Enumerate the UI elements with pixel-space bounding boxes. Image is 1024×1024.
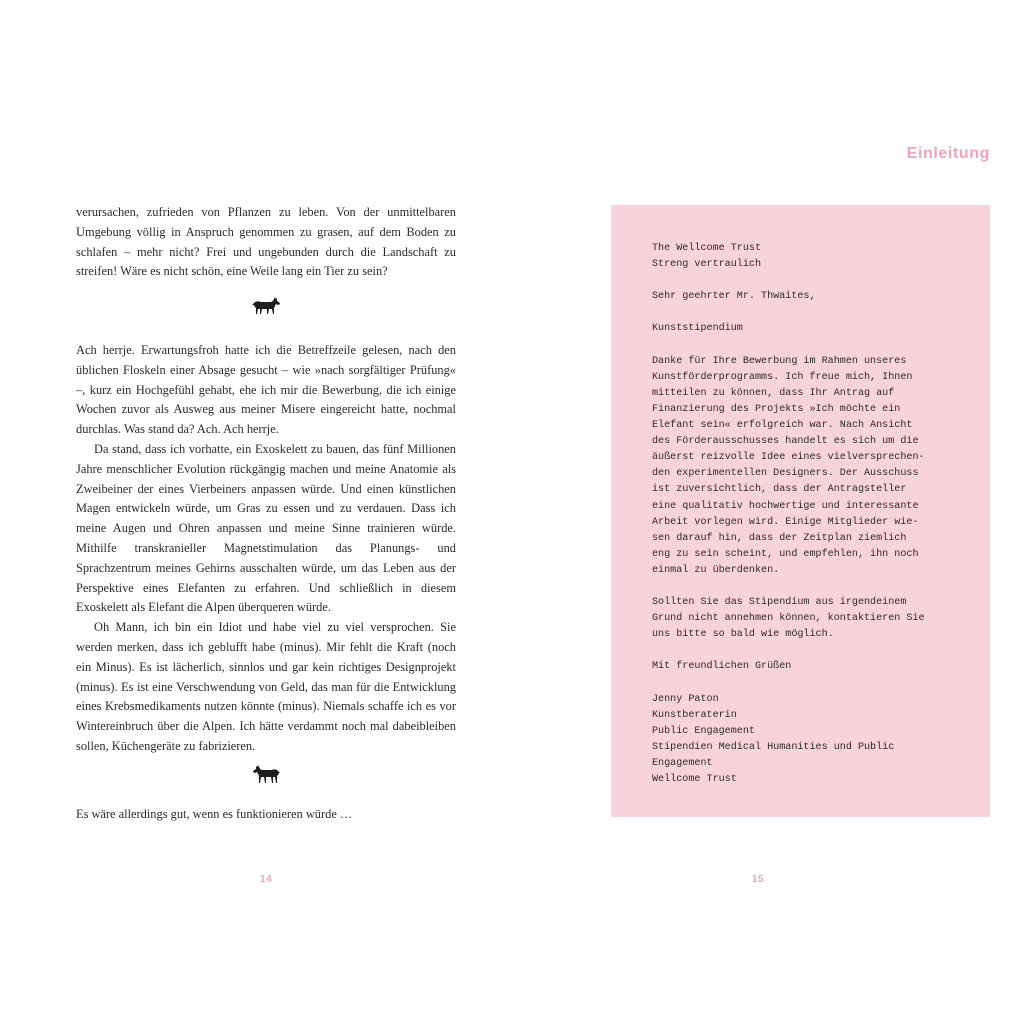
page-number-right: 15 [751,874,765,885]
paragraph-2: Ach herrje. Erwartungsfroh hatte ich die Betreffzeile gelesen, nach den üblichen Floskeln einer Absage gesucht – wie »nach sorgfältiger Prüfung« –, kurz ein Hochgefühl gehabt, ehe ich mir die Bewerbung, die ich einige Wochen zuvor als Ausweg aus meiner Misere eingereicht hatte, nochmal durchlas. Was stand da? Ach. Ach herrje. [76,343,456,437]
paragraph-1: verursachen, zufrieden von Pflanzen zu leben. Von der unmittelbaren Umgebung völlig in Anspruch genommen zu grasen, auf dem Boden zu schlafen – mehr nicht? Frei und ungebunden durch die Landschaft zu streifen! Wäre es nicht schön, eine Weile lang ein Tier zu sein? [76,205,456,279]
letter-body-line: des Förderausschusses handelt es sich um die [652,436,919,448]
letter-body-line: einmal zu überdenken. [652,564,780,576]
page-number-left: 14 [259,874,273,885]
section-heading: Einleitung [906,145,990,162]
letter-body-line: Danke für Ihre Bewerbung im Rahmen unseres [652,355,907,367]
letter-body-line: uns bitte so bald wie möglich. [652,629,834,641]
letter-body-line: Grund nicht annehmen können, kontaktieren Sie [652,613,925,625]
letter-signature-line: Wellcome Trust [652,774,737,786]
letter-confidential: Streng vertraulich [652,259,762,271]
paragraph-4: Oh Mann, ich bin ein Idiot und habe viel zu viel versprochen. Sie werden merken, dass ich geblufft habe (minus). Mir fehlt die Kraft (noch ein Minus). Es ist lächerlich, sinnlos und gar kein richtiges Designprojekt (minus). Es ist eine Verschwendung von Geld, das man für die Entwicklung eines Krebsmedikaments nutzen könnte (minus). Niemals schaffe ich es vor Wintereinbruch über die Alpen. Ich hätte verdammt noch mal dabeibleiben sollen, Küchengeräte zu fabrizieren. [76,620,456,753]
left-text-block-main [76,341,456,757]
letter-signature-line: Public Engagement [652,725,755,737]
letter-body-line: den experimentellen Designers. Der Ausschuss [652,468,919,480]
letter-signature-line: Engagement [652,758,713,769]
right-page [512,0,1024,1024]
letter-body-line: mitteilen zu können, dass Ihr Antrag auf [652,387,895,399]
letter-body [652,241,962,788]
goat-icon [251,765,281,785]
letter-signature-line: Kunstberaterin [652,709,737,721]
letter-body-line: eng zu sein scheint, und empfehlen, ihn noch [652,548,919,560]
letter-body-line: Elefant sein« erfolgreich war. Nach Ansicht [652,420,913,432]
letter-body-line: sen darauf hin, dass der Zeitplan ziemlich [652,532,907,544]
letter-body-line: ist zuversichtlich, dass der Antragsteller [652,484,907,496]
letter-sender: The Wellcome Trust [652,243,762,254]
left-text-block-bottom [76,805,456,825]
letter-body-line: äußerst reizvolle Idee eines vielversprechen- [652,452,925,464]
letter-body-line: Sollten Sie das Stipendium aus irgendeinem [652,597,907,609]
paragraph-3: Da stand, dass ich vorhatte, ein Exoskelett zu bauen, das fünf Millionen Jahre menschlicher Evolution rückgängig machen und meine Anatomie als Zweibeiner der eines Vierbeiners anpassen würde. Und einen künstlichen Magen entwickeln würde, um Gras zu essen und zu verdauen. Dass ich meine Augen und Ohren anpassen und meine Sinne trainieren würde. Mithilfe transkranieller Magnetstimulation das Planungs- und Sprachzentrum meines Gehirns ausschalten würde, um das Leben aus der Perspektive eines Elefanten zu erfahren. Und schließlich in diesem Exoskelett als Elefant die Alpen überqueren würde. [76,441,456,615]
letter-closing: Mit freundlichen Grüßen [652,661,792,673]
letter-body-line: Finanzierung des Projekts »Ich möchte ein [652,403,901,415]
letter-signature-line: Stipendien Medical Humanities und Public [652,741,895,753]
left-text-block-top [76,203,456,282]
goat-icon [251,296,281,316]
paragraph-5: Es wäre allerdings gut, wenn es funktionieren würde … [76,807,353,821]
letter-salutation: Sehr geehrter Mr. Thwaites, [652,291,816,303]
letter-signature-line: Jenny Paton [652,693,719,705]
letter-body-line: Kunstförderprogramms. Ich freue mich, Ihnen [652,371,913,383]
letter-body-line: eine qualitativ hochwertige und interessante [652,500,919,512]
letter-body-line: Arbeit vorlegen wird. Einige Mitglieder wie- [652,516,919,528]
letter-box [611,205,990,817]
letter-subject: Kunststipendium [652,323,743,335]
